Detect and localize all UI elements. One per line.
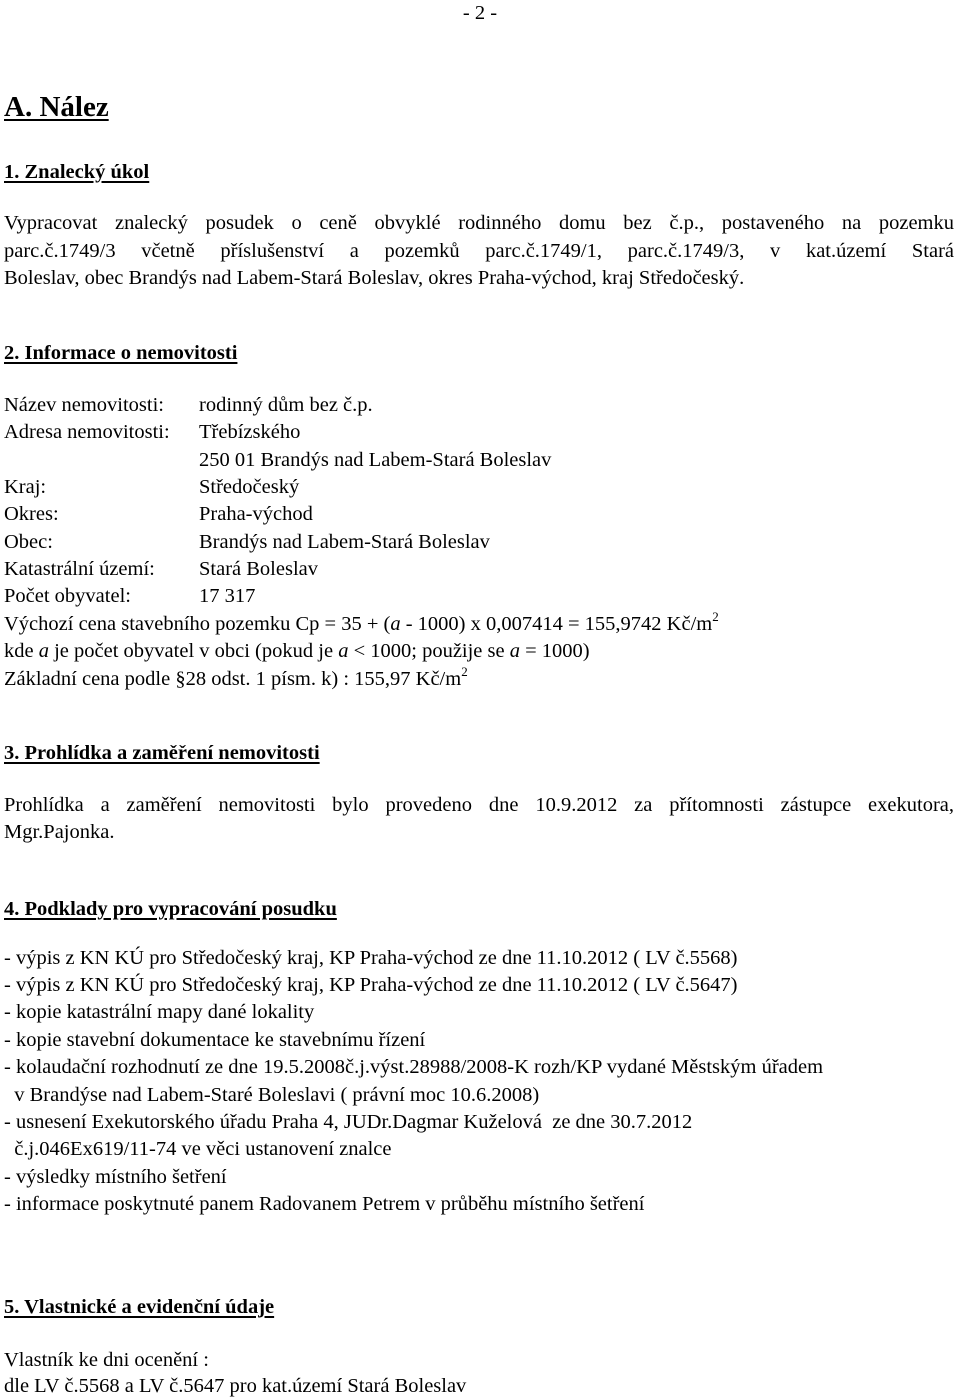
s4-item-6: v Brandýse nad Labem-Staré Boleslavi ( právní moc 10.6.2008) [4,1084,540,1106]
okres-value: Praha-východ [199,503,313,525]
vychozi-cena-line [4,611,719,638]
adresa-line-1: Třebízského [199,421,301,443]
s4-item-1: - výpis z KN KÚ pro Středočeský kraj, KP Praha-východ ze dne 11.10.2012 ( LV č.5568) [4,947,738,969]
adresa-label: Adresa nemovitosti: [4,421,170,443]
s4-item-3: - kopie katastrální mapy dané lokality [4,1001,315,1023]
ku-label: Katastrální území: [4,558,155,580]
pocet-label: Počet obyvatel: [4,585,131,607]
s5-line-2: dle LV č.5568 a LV č.5647 pro kat.území Stará Boleslav [4,1375,467,1397]
kde-text-1: kde [4,640,39,662]
s5-line-1: Vlastník ke dni ocenění : [4,1349,209,1371]
nazev-label: Název nemovitosti: [4,394,164,416]
s4-item-7: - usnesení Exekutorského úřadu Praha 4, JUDr.Dagmar Kuželová ze dne 30.7.2012 [4,1111,693,1133]
kde-a-3: a [509,640,520,662]
adresa-line-2: 250 01 Brandýs nad Labem-Stará Boleslav [199,449,552,471]
s3-line-2: Mgr.Pajonka. [4,821,115,843]
zakladni-cena-line [4,666,468,693]
document-page [4,0,956,1398]
obec-value: Brandýs nad Labem-Stará Boleslav [199,531,490,553]
s1-line-2: parc.č.1749/3 včetně příslušenství a pozemků parc.č.1749/1, parc.č.1749/3, v kat.území Stará [4,240,954,262]
s4-item-4: - kopie stavební dokumentace ke stavebnímu řízení [4,1029,426,1051]
vychozi-text: Výchozí cena stavebního pozemku Cp = 35 + ( [4,613,391,635]
kraj-value: Středočeský [199,476,300,498]
s4-item-5: - kolaudační rozhodnutí ze dne 19.5.2008č.j.výst.28988/2008-K rozh/KP vydané Městským úřadem [4,1056,824,1078]
kde-a-2: a [338,640,349,662]
obec-label: Obec: [4,531,53,553]
kde-text-3: < 1000; použije se [348,640,510,662]
section-1-title: 1. Znalecký úkol [4,161,150,183]
section-2-title: 2. Informace o nemovitosti [4,342,238,364]
kde-text-4: = 1000) [520,640,590,662]
zakladni-text: Základní cena podle §28 odst. 1 písm. k) : 155,97 Kč/m [4,668,462,690]
page-number: - 2 - [462,2,498,24]
zakladni-sup: 2 [461,664,468,679]
s4-item-8: č.j.046Ex619/11-74 ve věci ustanovení znalce [4,1138,392,1160]
nazev-value: rodinný dům bez č.p. [199,394,373,416]
vychozi-sup: 2 [712,609,719,624]
kde-a-1: a [38,640,49,662]
s3-line-1: Prohlídka a zaměření nemovitosti bylo provedeno dne 10.9.2012 za přítomnosti zástupce exekutora, [4,794,954,816]
s4-item-10: - informace poskytnuté panem Radovanem Petrem v průběhu místního šetření [4,1193,645,1215]
vychozi-a: a [390,613,401,635]
ku-value: Stará Boleslav [199,558,318,580]
section-3-title: 3. Prohlídka a zaměření nemovitosti [4,742,320,764]
kraj-label: Kraj: [4,476,47,498]
section-4-title: 4. Podklady pro vypracování posudku [4,898,337,920]
s4-item-2: - výpis z KN KÚ pro Středočeský kraj, KP Praha-východ ze dne 11.10.2012 ( LV č.5647) [4,974,738,996]
section-5-title: 5. Vlastnické a evidenční údaje [4,1296,275,1318]
okres-label: Okres: [4,503,59,525]
pocet-value: 17 317 [199,585,256,607]
kde-line [4,638,590,665]
kde-text-2: je počet obyvatel v obci (pokud je [48,640,339,662]
s1-line-3: Boleslav, obec Brandýs nad Labem-Stará Boleslav, okres Praha-východ, kraj Středočeský. [4,267,745,289]
s1-line-1: Vypracovat znalecký posudek o ceně obvyklé rodinného domu bez č.p., postaveného na pozemku [4,212,954,234]
s4-item-9: - výsledky místního šetření [4,1166,227,1188]
vychozi-rest: - 1000) x 0,007414 = 155,9742 Kč/m [400,613,713,635]
heading-a: A. Nález [4,91,109,123]
